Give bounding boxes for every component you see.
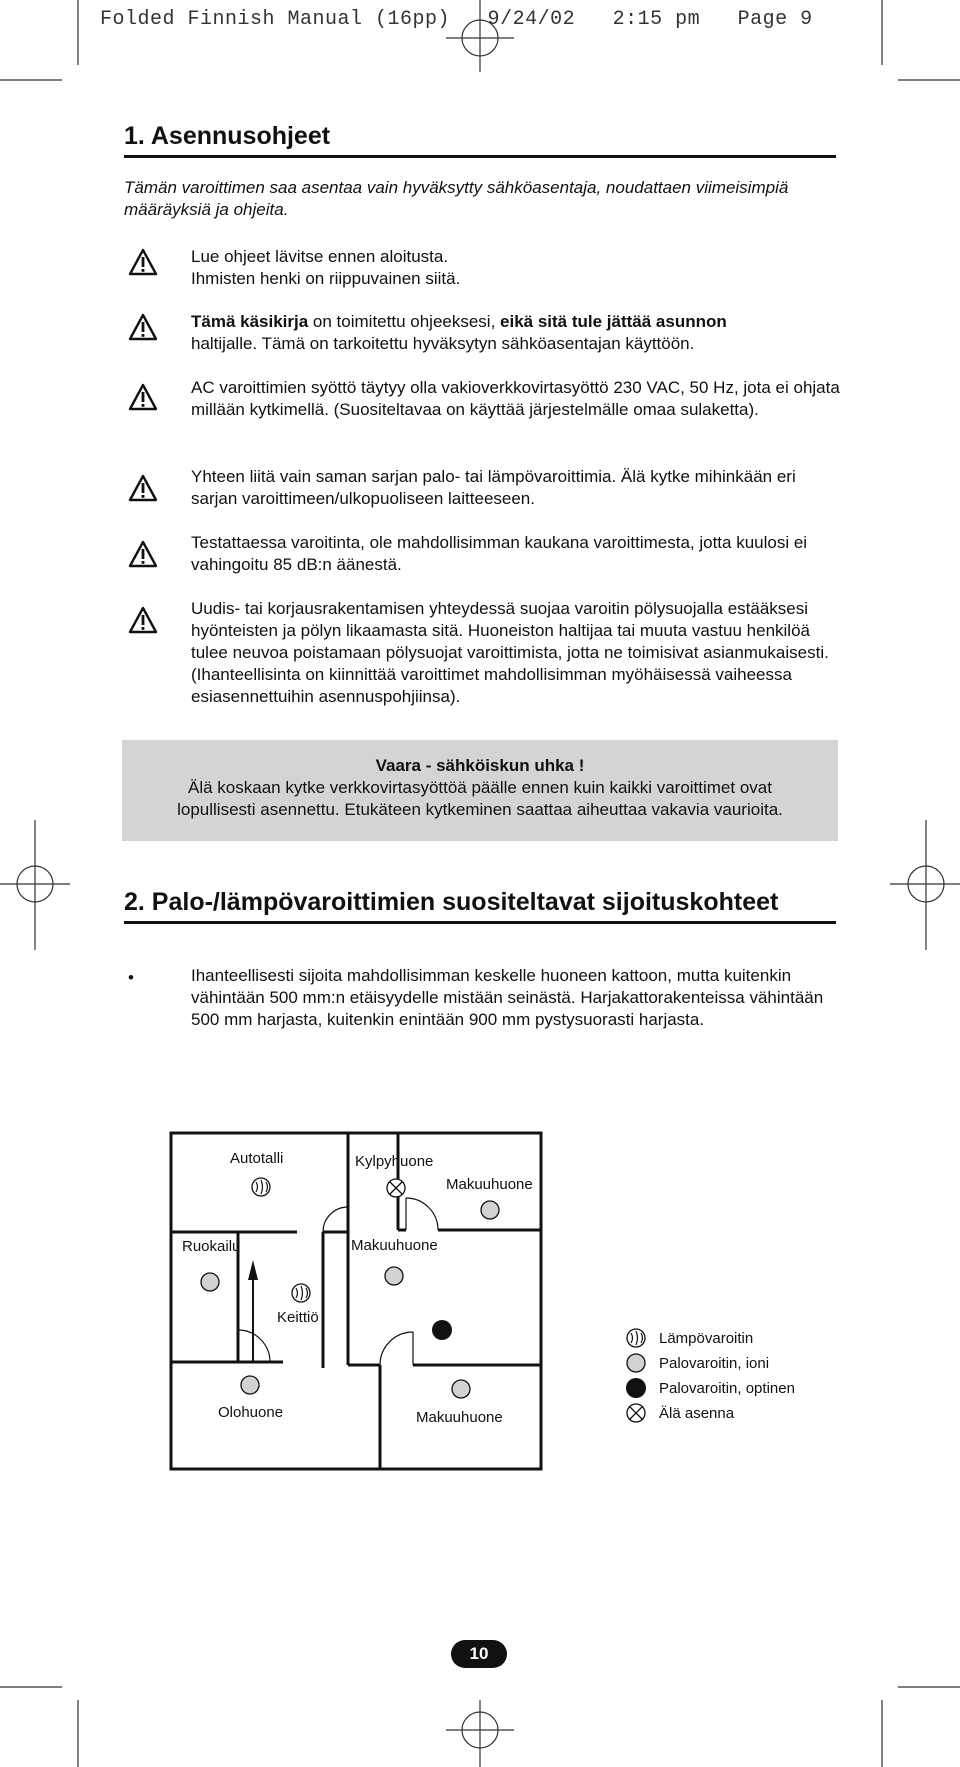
- legend-label: Älä asenna: [659, 1405, 735, 1422]
- warning-bold: eikä sitä tule jättää asunnon: [500, 312, 727, 331]
- ion-detector-icon: [625, 1352, 647, 1374]
- warning-triangle-icon: [128, 313, 158, 341]
- section-2-title: 2. Palo-/lämpövaroittimien suositeltavat sijoituskohteet: [124, 888, 836, 924]
- warning-text: Ihmisten henki on riippuvainen siitä.: [191, 269, 461, 288]
- legend: [625, 1327, 845, 1427]
- room-label: Makuuhuone: [446, 1176, 533, 1193]
- warning-text: Testattaessa varoitinta, ole mahdollisimman kaukana varoittimesta, jotta kuulosi ei vahingoitu 85 dB:n äänestä.: [191, 533, 808, 574]
- room-label: Makuuhuone: [416, 1409, 503, 1426]
- warning-text: on toimitettu ohjeeksesi,: [308, 312, 501, 331]
- warning-text: Lue ohjeet lävitse ennen aloitusta.: [191, 247, 449, 266]
- danger-title: Vaara - sähköiskun uhka !: [375, 756, 585, 775]
- legend-item: [625, 1352, 845, 1377]
- do-not-install-icon: [625, 1402, 647, 1424]
- ion-detector-icon: [241, 1376, 259, 1394]
- legend-item: [625, 1377, 845, 1402]
- heat-detector-icon: [252, 1178, 270, 1196]
- room-label: Kylpyhuone: [355, 1153, 434, 1170]
- warning-text: AC varoittimien syöttö täytyy olla vakioverkkovirtasyöttö 230 VAC, 50 Hz, jota ei ohjata millään kytkimellä. (Suositeltavaa on käyttää järjestelmälle omaa sulaketta).: [191, 378, 840, 419]
- warning-triangle-icon: [128, 383, 158, 411]
- heat-detector-icon: [625, 1327, 647, 1349]
- section-1-intro: Tämän varoittimen saa asentaa vain hyväksytty sähköasentaja, noudattaen viimeisimpiä määräyksiä ja ohjeita.: [124, 178, 789, 219]
- danger-line: Älä koskaan kytke verkkovirtasyöttöä päälle ennen kuin kaikki varoittimet ovat: [188, 778, 772, 797]
- warning-text: Uudis- tai korjausrakentamisen yhteydessä suojaa varoitin pölysuojalla estääksesi hyönteisten ja pölyn likaamasta sitä. Huoneiston haltijaa tai muuta vastuu henkilöä tulee neuvoa poistamaan pölysuojat varoittimista, jotta ne toimisivat asianmukaisesti. (Ihanteellisinta on kiinnittää varoittimet mahdollisimman myöhäisessä vaiheessa esiasennettuihin asennuspohjiinsa).: [191, 599, 829, 706]
- legend-label: Lämpövaroitin: [659, 1330, 754, 1347]
- ion-detector-icon: [452, 1380, 470, 1398]
- warning-text: Yhteen liitä vain saman sarjan palo- tai lämpövaroittimia. Älä kytke mihinkään eri sarjan varoittimeen/ulkopuoliseen laitteeseen.: [191, 467, 796, 508]
- warning-bold: Tämä käsikirja: [191, 312, 309, 331]
- warning-triangle-icon: [128, 540, 158, 568]
- section-2-text: Ihanteellisesti sijoita mahdollisimman keskelle huoneen kattoon, mutta kuitenkin vähintään 500 mm:n etäisyydelle mistään seinästä. Harjakattorakenteissa vähintään 500 mm harjasta, kuitenkin enintään 900 mm pystysuorasti harjasta.: [191, 966, 824, 1029]
- optical-detector-icon: [625, 1377, 647, 1399]
- room-label: Olohuone: [218, 1404, 284, 1421]
- ion-detector-icon: [385, 1267, 403, 1285]
- room-label: Autotalli: [230, 1150, 284, 1167]
- danger-box: [122, 740, 838, 841]
- room-label: Keittiö: [277, 1309, 319, 1326]
- legend-item: [625, 1327, 845, 1352]
- warning-triangle-icon: [128, 248, 158, 276]
- room-label: Ruokailu: [182, 1238, 241, 1255]
- legend-label: Palovaroitin, optinen: [659, 1380, 795, 1397]
- optical-detector-icon: [432, 1320, 452, 1340]
- warning-triangle-icon: [128, 606, 158, 634]
- heat-detector-icon: [292, 1284, 310, 1302]
- do-not-install-icon: [387, 1179, 405, 1197]
- bullet: •: [128, 968, 134, 987]
- room-label: Makuuhuone: [351, 1237, 438, 1254]
- ion-detector-icon: [481, 1201, 499, 1219]
- ion-detector-icon: [201, 1273, 219, 1291]
- legend-item: [625, 1402, 845, 1427]
- warning-text: haltijalle. Tämä on tarkoitettu hyväksytyn sähköasentajan käyttöön.: [191, 334, 695, 353]
- floor-plan: [168, 1130, 548, 1475]
- page-number: 10: [451, 1640, 507, 1668]
- warning-triangle-icon: [128, 474, 158, 502]
- danger-line: lopullisesti asennettu. Etukäteen kytkeminen saattaa aiheuttaa vakavia vaurioita.: [177, 800, 783, 819]
- legend-label: Palovaroitin, ioni: [659, 1355, 770, 1372]
- section-1-title: 1. Asennusohjeet: [124, 122, 836, 158]
- print-slug: Folded Finnish Manual (16pp) 9/24/02 2:15 pm Page 9: [100, 8, 813, 31]
